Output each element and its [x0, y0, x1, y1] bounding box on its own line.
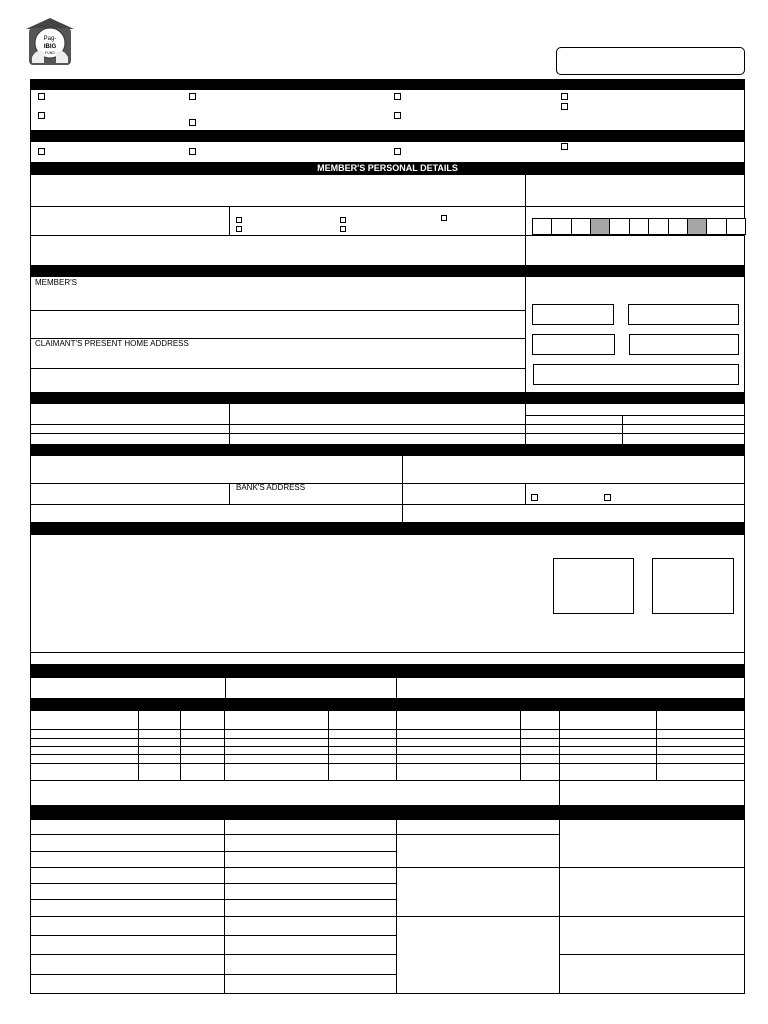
sex-civil-status-checkbox[interactable]: [441, 215, 447, 221]
house-logo-icon: [24, 17, 76, 67]
table-header: [30, 698, 745, 711]
sex-civil-status-checkbox[interactable]: [236, 226, 242, 232]
claim-type-checkbox[interactable]: [189, 119, 196, 126]
contact-field[interactable]: [629, 334, 739, 355]
contact-field[interactable]: [628, 304, 739, 325]
claim-mode-checkbox[interactable]: [189, 148, 196, 155]
application-number-field[interactable]: [556, 47, 745, 75]
claim-mode-checkbox[interactable]: [561, 143, 568, 150]
contact-field[interactable]: [532, 334, 615, 355]
logo-main-text: IBIG: [43, 44, 57, 50]
certification-section: [30, 535, 745, 665]
verification-header: [30, 665, 745, 678]
bank-address-label: BANK'S ADDRESS: [236, 483, 306, 492]
account-type-checkbox[interactable]: [604, 494, 611, 501]
approval-section: [30, 820, 745, 994]
logo-sub-text: FUND: [45, 51, 55, 55]
claim-mode-checkbox[interactable]: [394, 148, 401, 155]
bank-details-section: [30, 456, 745, 523]
claim-type-checkbox[interactable]: [561, 103, 568, 110]
claim-mode-checkbox[interactable]: [38, 148, 45, 155]
claim-mode-section: [30, 142, 745, 162]
member-id-digit-box[interactable]: [590, 218, 610, 235]
bank-details-header: [30, 445, 745, 456]
member-id-digit-box[interactable]: [726, 218, 746, 235]
thumbmark-box-right: [652, 558, 734, 614]
employment-header: [30, 393, 745, 404]
member-id-digit-box[interactable]: [648, 218, 668, 235]
logo-top-text: Pag-: [43, 36, 57, 42]
member-id-digit-box[interactable]: [609, 218, 629, 235]
claim-type-section: [30, 90, 745, 130]
claimant-address-label: CLAIMANT'S PRESENT HOME ADDRESS: [35, 339, 189, 348]
claim-type-header: [30, 79, 745, 90]
member-id-digit-box[interactable]: [706, 218, 726, 235]
claim-type-checkbox[interactable]: [38, 112, 45, 119]
thumbmark-box-left: [553, 558, 634, 614]
claim-mode-header: [30, 130, 745, 142]
pag-ibig-logo: [24, 17, 76, 67]
members-label: MEMBER'S: [35, 278, 77, 287]
member-id-digit-box[interactable]: [687, 218, 707, 235]
member-id-digit-box[interactable]: [571, 218, 591, 235]
member-id-digit-box[interactable]: [551, 218, 571, 235]
verification-section: [30, 678, 745, 698]
claim-type-checkbox[interactable]: [394, 93, 401, 100]
member-id-digit-box[interactable]: [668, 218, 688, 235]
claim-type-checkbox[interactable]: [561, 93, 568, 100]
member-id-digit-box[interactable]: [532, 218, 552, 235]
personal-details-header: [30, 162, 745, 175]
account-type-checkbox[interactable]: [531, 494, 538, 501]
email-field[interactable]: [533, 364, 739, 385]
sex-civil-status-checkbox[interactable]: [340, 226, 346, 232]
certification-header: [30, 523, 745, 535]
claim-type-checkbox[interactable]: [189, 93, 196, 100]
member-id-digit-box[interactable]: [629, 218, 649, 235]
personal-details-title: MEMBER'S PERSONAL DETAILS: [317, 163, 458, 173]
approval-header: [30, 805, 745, 820]
address-header: [30, 266, 745, 277]
contact-field[interactable]: [532, 304, 614, 325]
claim-type-checkbox[interactable]: [394, 112, 401, 119]
sex-civil-status-checkbox[interactable]: [236, 217, 242, 223]
claim-type-checkbox[interactable]: [38, 93, 45, 100]
sex-civil-status-checkbox[interactable]: [340, 217, 346, 223]
